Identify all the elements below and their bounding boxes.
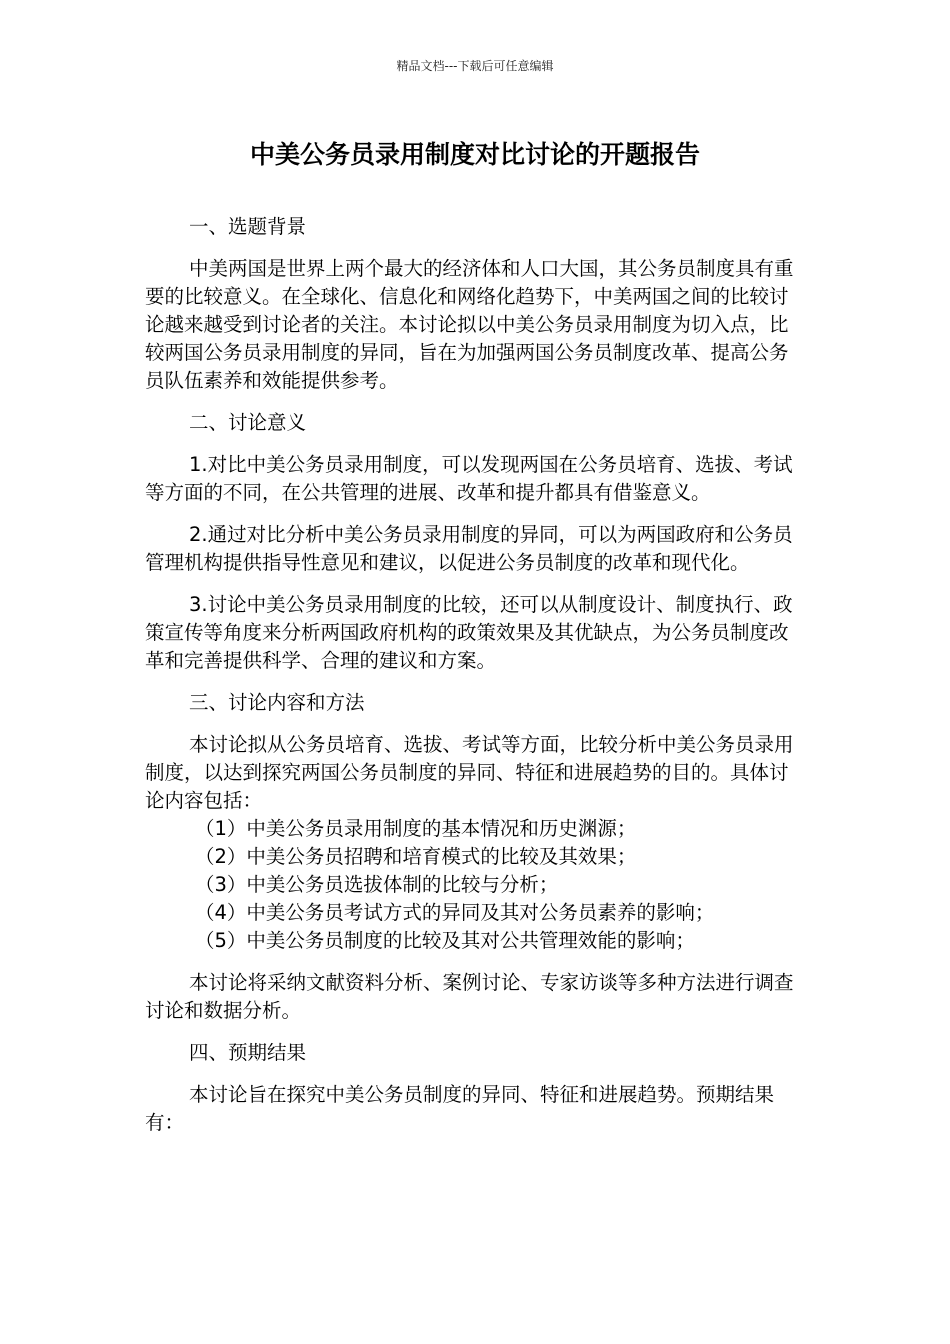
- section-heading-content-method: 三、讨论内容和方法: [189, 691, 365, 714]
- list-item: （4）中美公务员考试方式的异同及其对公务员素养的影响；: [195, 901, 715, 924]
- background-paragraph: 中美两国是世界上两个最大的经济体和人口大国，其公务员制度具有重要的比较意义。在全球化、信息化和网络化趋势下，中美两国之间的比较讨论越来越受到讨论者的关注。本讨论拟以中美公务员录用制度为切入点，比较两国公务员录用制度的异同，旨在为加强两国公务员制度改革、提高公务员队伍素养和效能提供参考。: [145, 257, 794, 392]
- method-paragraph: 本讨论将采纳文献资料分析、案例讨论、专家访谈等多种方法进行调查讨论和数据分析。: [145, 971, 794, 1022]
- list-item: （1）中美公务员录用制度的基本情况和历史渊源；: [195, 817, 637, 840]
- document-title: 中美公务员录用制度对比讨论的开题报告: [249, 140, 700, 169]
- list-item: （5）中美公务员制度的比较及其对公共管理效能的影响；: [195, 929, 695, 952]
- significance-paragraph-2: 2.通过对比分析中美公务员录用制度的异同，可以为两国政府和公务员管理机构提供指导性意见和建议，以促进公务员制度的改革和现代化。: [145, 523, 793, 574]
- document-body: [145, 213, 800, 1137]
- section-heading-expected-results: 四、预期结果: [189, 1041, 307, 1064]
- page-header: 精品文档---下载后可任意编辑: [396, 59, 554, 73]
- section-heading-significance: 二、讨论意义: [189, 411, 307, 434]
- content-list: [145, 815, 800, 955]
- significance-paragraph-1: 1.对比中美公务员录用制度，可以发现两国在公务员培育、选拔、考试等方面的不同，在公共管理的进展、改革和提升都具有借鉴意义。: [145, 453, 793, 504]
- significance-paragraph-3: 3.讨论中美公务员录用制度的比较，还可以从制度设计、制度执行、政策宣传等角度来分析两国政府机构的政策效果及其优缺点，为公务员制度改革和完善提供科学、合理的建议和方案。: [145, 593, 793, 672]
- section-heading-background: 一、选题背景: [189, 215, 307, 238]
- list-item: （3）中美公务员选拔体制的比较与分析；: [195, 873, 559, 896]
- content-paragraph: 本讨论拟从公务员培育、选拔、考试等方面，比较分析中美公务员录用制度，以达到探究两国公务员制度的异同、特征和进展趋势的目的。具体讨论内容包括：: [145, 733, 794, 812]
- expected-results-paragraph: 本讨论旨在探究中美公务员制度的异同、特征和进展趋势。预期结果有：: [145, 1083, 775, 1134]
- list-item: （2）中美公务员招聘和培育模式的比较及其效果；: [195, 845, 637, 868]
